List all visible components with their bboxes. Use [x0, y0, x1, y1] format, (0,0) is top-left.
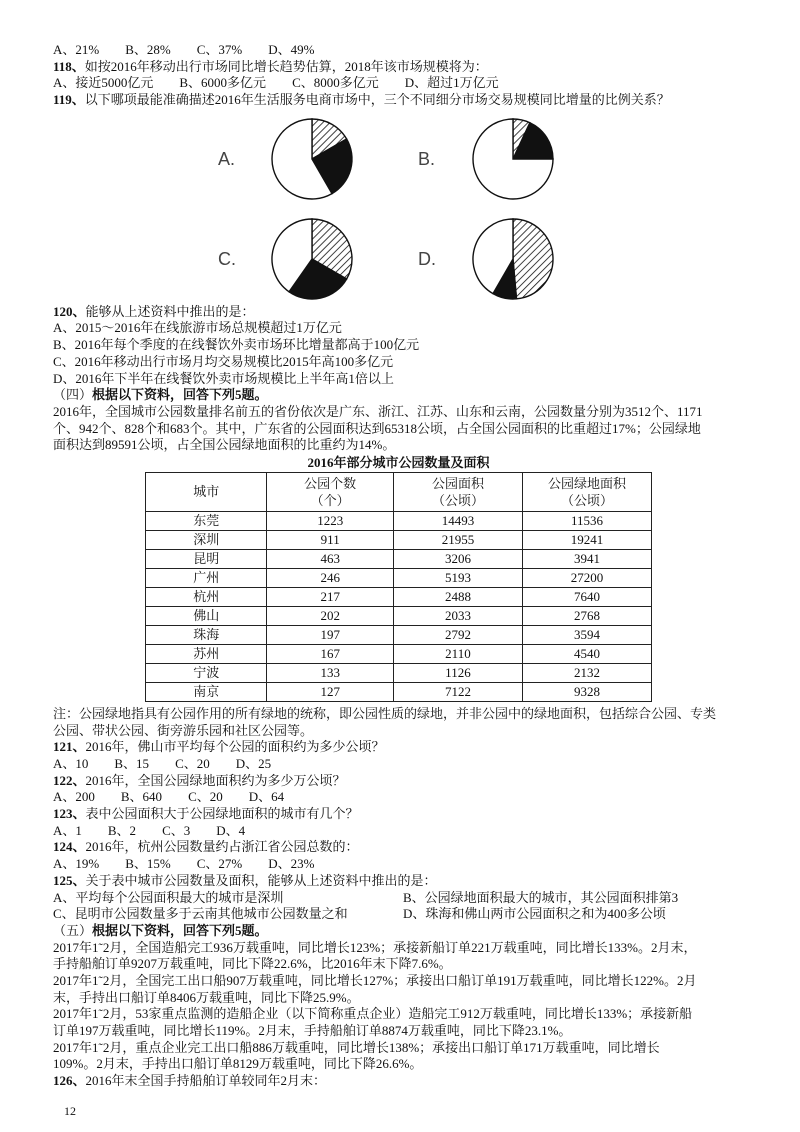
header-text: 公园面积	[431, 475, 484, 491]
question-120	[53, 304, 753, 321]
value-cell: 202	[267, 606, 394, 625]
section-5-heading	[53, 923, 753, 940]
option: D、超过1万亿元	[404, 75, 499, 91]
paragraph-line: 订单197万载重吨，同比增长119%。2月末，手持船舶订单8874万载重吨，同比下降23.1%。	[53, 1023, 572, 1038]
question-number: 124、	[53, 839, 86, 855]
value-cell: 197	[267, 625, 394, 644]
header-text: 公园绿地面积	[547, 475, 626, 491]
value-cell: 167	[267, 644, 394, 663]
q125-options-row	[53, 890, 753, 907]
header-text: 城市	[193, 484, 220, 500]
option: D、25	[235, 756, 272, 771]
value-cell: 133	[267, 663, 394, 682]
option: A、2015～2016年在线旅游市场总规模超过1万亿元	[53, 320, 342, 336]
value-cell: 127	[267, 682, 394, 701]
option: B、15	[114, 756, 150, 771]
option: D、珠海和佛山两市公园面积之和为400多公顷	[403, 906, 666, 922]
city-cell: 东莞	[146, 511, 267, 530]
question-number: 126、	[53, 1073, 86, 1089]
question-124	[53, 839, 753, 856]
table-row	[146, 663, 652, 682]
park-table-section	[53, 454, 753, 706]
value-cell: 9328	[522, 682, 651, 701]
question-text: 关于表中城市公园数量及面积，能够从上述资料中推出的是：	[85, 872, 437, 888]
paragraph-line: 2017年1˜2月，53家重点监测的造船企业（以下简称重点企业）造船完工912万载重吨，同比增长133%；承接新船	[53, 1006, 693, 1022]
option: B、2016年每个季度的在线餐饮外卖市场环比增量都高于100亿元	[53, 337, 420, 353]
pie-option-label: A.	[218, 148, 236, 169]
paragraph-line: 面积达到89591公顷，占全国公园绿地面积的比重约为14%。	[53, 437, 396, 453]
paragraph-line: 2017年1˜2月，重点企业完工出口船886万载重吨，同比增长138%；承接出口船订单171万载重吨，同比增长	[53, 1039, 660, 1055]
option: A、19%	[53, 856, 100, 872]
section-title: 根据以下资料，回答下列5题。	[92, 387, 268, 403]
paragraph-line: 手持船舶订单9207万载重吨，同比下降22.6%，比2016年末下降7.6%。	[53, 956, 452, 972]
option: C、27%	[196, 856, 243, 872]
option: A、21%	[53, 42, 100, 57]
value-cell: 3941	[522, 549, 651, 568]
option: C、20	[188, 789, 223, 805]
option: C、昆明市公园数量多于云南其他城市公园数量之和	[53, 906, 348, 922]
option: C、8000多亿元	[292, 75, 379, 91]
header-text: （公顷）	[560, 492, 613, 508]
value-cell: 2033	[393, 606, 522, 625]
value-cell: 11536	[522, 511, 651, 530]
pie-option-label: C.	[218, 248, 236, 269]
park-table	[145, 472, 652, 702]
question-text: 以下哪项最能准确描述2016年生活服务电商市场中，三个不同细分市场交易规模同比增量的比例关系？	[84, 92, 670, 108]
table-row	[146, 511, 652, 530]
question-text: 2016年，全国公园绿地面积约为多少万公顷？	[85, 772, 346, 788]
option: C、2016年移动出行市场月均交易规模比2015年高100多亿元	[53, 353, 394, 369]
question-text: 2016年，杭州公园数量约占浙江省公园总数的：	[85, 839, 359, 855]
option: A、10	[53, 756, 89, 771]
paragraph-line: 末，手持出口船订单8406万载重吨，同比下降25.9%。	[53, 989, 360, 1005]
section-prefix: （四）	[53, 387, 93, 403]
header-text: 公园个数	[304, 475, 357, 491]
value-cell: 217	[267, 587, 394, 606]
value-cell: 3594	[522, 625, 651, 644]
question-text: 能够从上述资料中推出的是：	[85, 303, 255, 319]
question-text: 表中公园面积大于公园绿地面积的城市有几个？	[85, 806, 359, 822]
option: B、2	[107, 822, 137, 838]
city-cell: 昆明	[146, 549, 267, 568]
pie-option-label: D.	[418, 248, 436, 269]
option: D、23%	[268, 856, 315, 872]
option: C、37%	[196, 42, 243, 57]
table-header	[267, 472, 394, 511]
question-125	[53, 873, 753, 890]
header-text: （公顷）	[431, 492, 484, 508]
question-121	[53, 739, 753, 756]
paragraph-line: 个、942个、828个和683个。其中，广东省的公园面积达到65318公顷，占全国公园面积的比重超过17%；公园绿地	[53, 420, 701, 436]
section-prefix: （五）	[53, 922, 93, 938]
section-4-heading	[53, 387, 753, 404]
value-cell: 2768	[522, 606, 651, 625]
value-cell: 1126	[393, 663, 522, 682]
q122-options	[53, 789, 753, 806]
table-header	[522, 472, 651, 511]
option: D、49%	[268, 42, 315, 57]
question-119	[53, 92, 753, 109]
question-text: 2016年末全国手持船舶订单较同年2月末：	[85, 1073, 327, 1089]
city-cell: 宁波	[146, 663, 267, 682]
option: D、64	[248, 789, 285, 805]
option: B、6000多亿元	[179, 75, 267, 91]
value-cell: 7640	[522, 587, 651, 606]
question-118	[53, 59, 753, 76]
option: A、平均每个公园面积最大的城市是深圳	[53, 889, 284, 905]
city-cell: 南京	[146, 682, 267, 701]
q125-options-row	[53, 906, 753, 923]
value-cell: 911	[267, 530, 394, 549]
paragraph-line: 109%。2月末，手持出口船订单8129万载重吨，同比下降26.6%。	[53, 1056, 423, 1072]
question-number: 123、	[53, 806, 86, 822]
option: B、15%	[125, 856, 171, 872]
value-cell: 7122	[393, 682, 522, 701]
table-title: 2016年部分城市公园数量及面积	[307, 454, 490, 470]
question-text: 2016年，佛山市平均每个公园的面积约为多少公顷？	[85, 739, 385, 755]
table-row	[146, 625, 652, 644]
option: B、640	[120, 789, 163, 805]
q117-options	[53, 42, 753, 59]
pie-chart-option	[218, 219, 352, 299]
value-cell: 14493	[393, 511, 522, 530]
q118-options	[53, 75, 753, 92]
city-cell: 珠海	[146, 625, 267, 644]
option: D、4	[216, 822, 246, 838]
paragraph-line: 2016年，全国城市公园数量排名前五的省份依次是广东、浙江、江苏、山东和云南，公园数量分别为3512个、1171	[53, 403, 703, 419]
option: B、28%	[125, 42, 171, 57]
value-cell: 2792	[393, 625, 522, 644]
q124-options	[53, 856, 753, 873]
table-header	[393, 472, 522, 511]
table-row	[146, 682, 652, 701]
question-number: 121、	[53, 739, 86, 755]
option: A、200	[53, 789, 95, 805]
pie-charts	[53, 109, 753, 304]
value-cell: 4540	[522, 644, 651, 663]
value-cell: 5193	[393, 568, 522, 587]
value-cell: 246	[267, 568, 394, 587]
pie-options	[53, 109, 753, 304]
question-122	[53, 773, 753, 790]
table-row	[146, 587, 652, 606]
city-cell: 杭州	[146, 587, 267, 606]
value-cell: 19241	[522, 530, 651, 549]
table-header	[146, 472, 267, 511]
pie-chart-option	[218, 119, 352, 199]
question-126	[53, 1073, 753, 1090]
q123-options	[53, 823, 753, 840]
table-row	[146, 549, 652, 568]
header-text: （个）	[310, 492, 350, 508]
note-line: 公园、带状公园、街旁游乐园和社区公园等。	[53, 722, 314, 738]
pie-chart-option	[418, 119, 553, 199]
table-row	[146, 530, 652, 549]
section-title: 根据以下资料，回答下列5题。	[92, 922, 268, 938]
page-number: 12	[64, 1104, 76, 1118]
question-123	[53, 806, 753, 823]
option: C、3	[162, 822, 191, 838]
table-row	[146, 644, 652, 663]
question-number: 120、	[53, 303, 86, 319]
question-text: 如按2016年移动出行市场同比增长趋势估算，2018年该市场规模将为：	[84, 58, 488, 74]
question-number: 119、	[53, 92, 85, 108]
paragraph-line: 2017年1˜2月，全国造船完工936万载重吨，同比增长123%；承接新船订单221万载重吨，同比增长133%。2月末，	[53, 939, 697, 955]
city-cell: 广州	[146, 568, 267, 587]
option: A、接近5000亿元	[53, 75, 154, 91]
option: C、20	[175, 756, 210, 771]
city-cell: 深圳	[146, 530, 267, 549]
option: B、公园绿地面积最大的城市，其公园面积排第3	[403, 889, 679, 905]
pie-slice-hatched	[513, 219, 553, 299]
q121-options	[53, 756, 753, 773]
pie-option-label: B.	[418, 148, 436, 169]
value-cell: 2132	[522, 663, 651, 682]
city-cell: 苏州	[146, 644, 267, 663]
question-number: 118、	[53, 58, 85, 74]
question-number: 122、	[53, 772, 86, 788]
value-cell: 27200	[522, 568, 651, 587]
option: A、1	[53, 822, 82, 838]
city-cell: 佛山	[146, 606, 267, 625]
value-cell: 1223	[267, 511, 394, 530]
question-number: 125、	[53, 872, 86, 888]
document-body	[53, 42, 753, 1090]
note-line: 注：公园绿地指具有公园作用的所有绿地的统称，即公园性质的绿地，并非公园中的绿地面积，包括综合公园、专类	[53, 705, 717, 721]
pie-chart-option	[418, 219, 553, 299]
paragraph-line: 2017年1˜2月，全国完工出口船907万载重吨，同比增长127%；承接出口船订单191万载重吨，同比增长122%。2月	[53, 972, 697, 988]
value-cell: 21955	[393, 530, 522, 549]
table-row	[146, 568, 652, 587]
value-cell: 3206	[393, 549, 522, 568]
value-cell: 2488	[393, 587, 522, 606]
option: D、2016年下半年在线餐饮外卖市场规模比上半年高1倍以上	[53, 370, 394, 386]
value-cell: 463	[267, 549, 394, 568]
table-row	[146, 606, 652, 625]
value-cell: 2110	[393, 644, 522, 663]
